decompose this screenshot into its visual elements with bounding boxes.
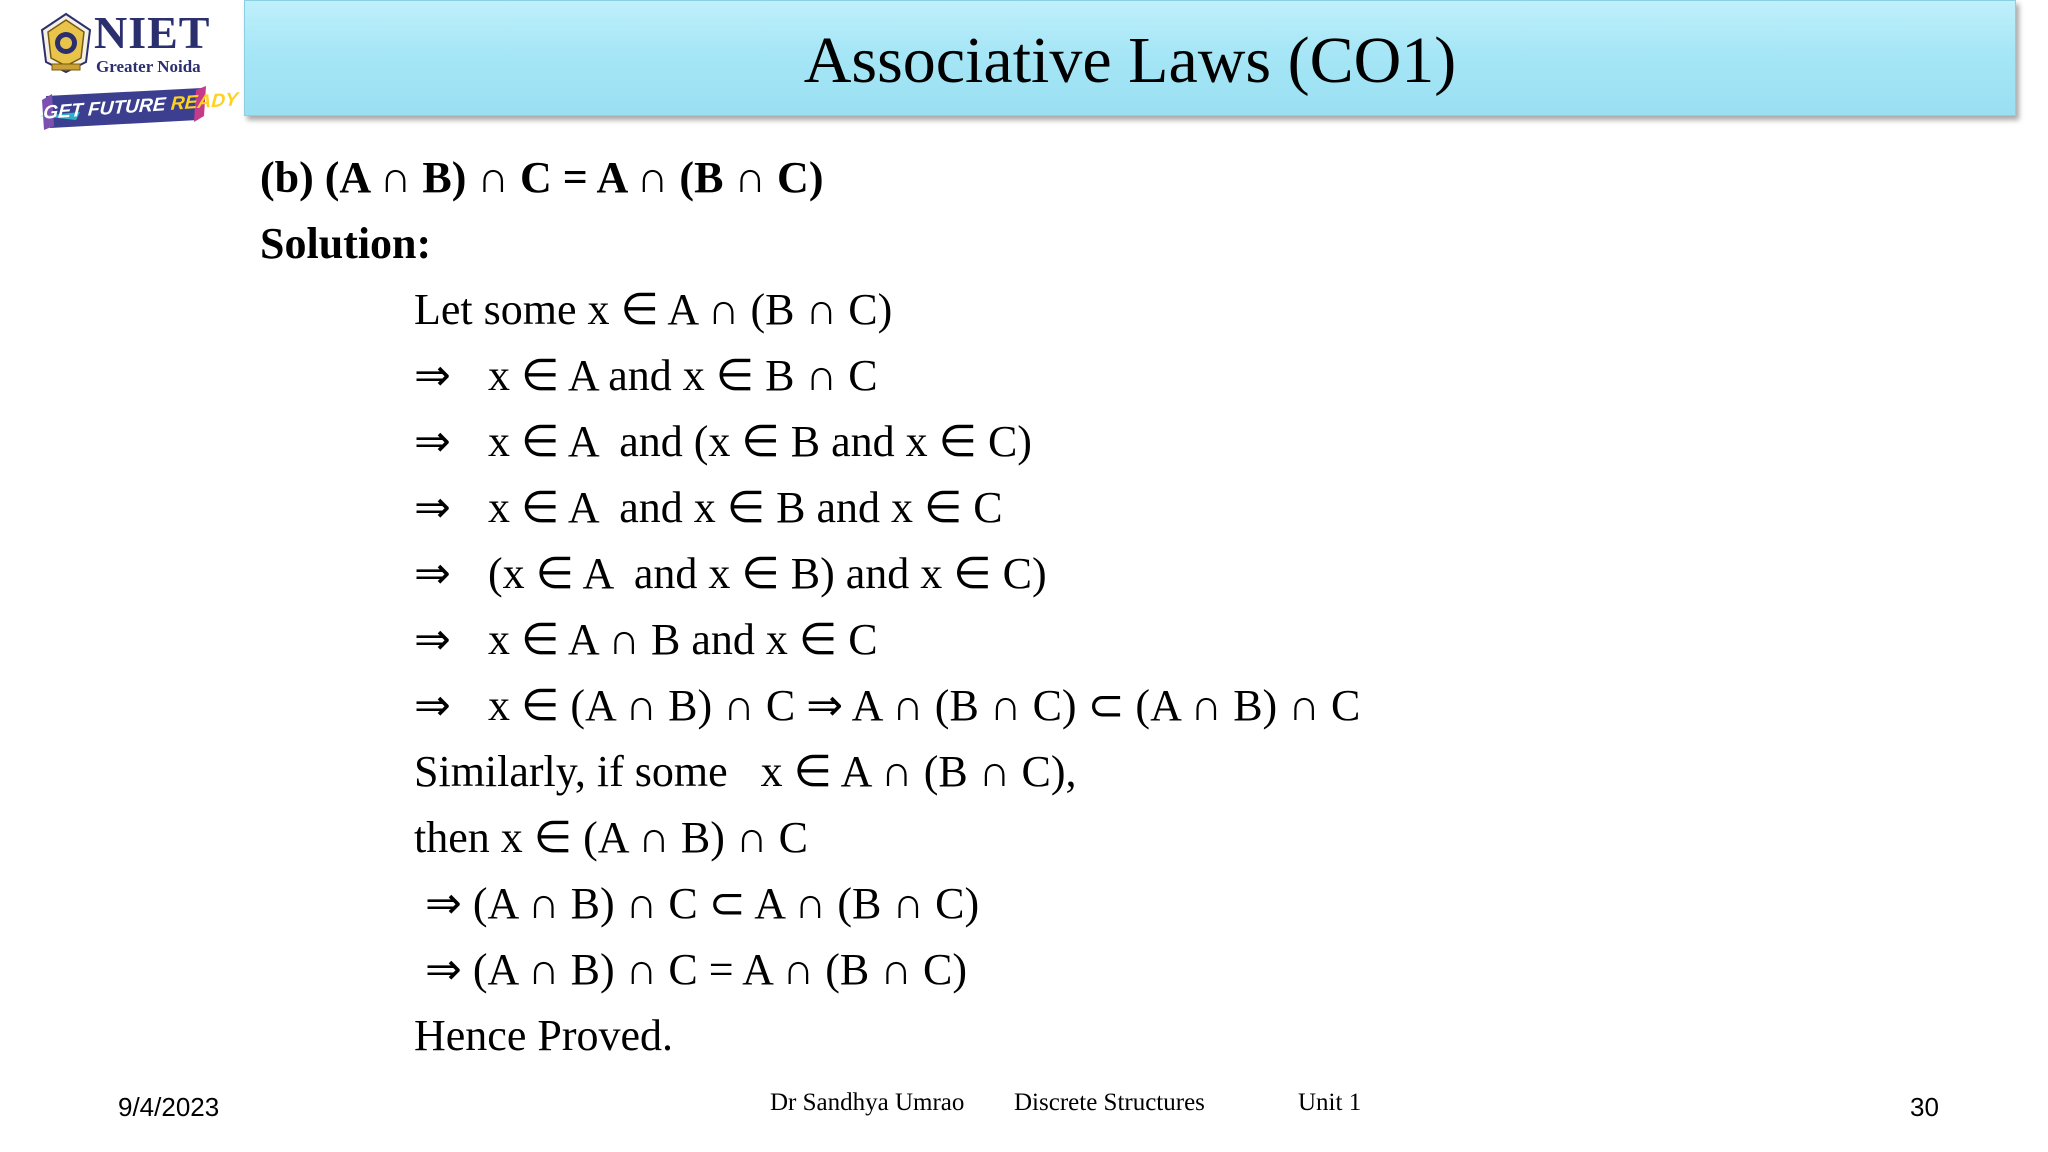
solution-label: Solution:: [260, 219, 432, 268]
proof-step: x ∈ (A ∩ B) ∩ C ⇒ A ∩ (B ∩ C) ⊂ (A ∩ B) ∩ C: [488, 681, 1361, 730]
proof-arrow: ⇒: [414, 483, 451, 532]
proof-arrow: ⇒: [414, 549, 451, 598]
page-number: 30: [1910, 1092, 1939, 1122]
tagline-part-2: READY: [170, 89, 239, 115]
proof-arrow: ⇒: [414, 681, 451, 730]
proof-conclusion-subset: ⇒ (A ∩ B) ∩ C ⊂ A ∩ (B ∩ C): [414, 879, 980, 928]
proof-arrow: ⇒: [414, 615, 451, 664]
footer-unit: Unit 1: [1298, 1089, 1362, 1116]
law-statement: (b) (A ∩ B) ∩ C = A ∩ (B ∩ C): [260, 153, 824, 202]
proof-similarly: Similarly, if some x ∈ A ∩ (B ∩ C),: [414, 747, 1077, 796]
proof-step: x ∈ A ∩ B and x ∈ C: [488, 615, 878, 664]
proof-conclusion-equal: ⇒ (A ∩ B) ∩ C = A ∩ (B ∩ C): [414, 945, 968, 994]
footer-date: 9/4/2023: [118, 1092, 220, 1122]
proof-step: x ∈ A and (x ∈ B and x ∈ C): [488, 417, 1032, 466]
slide-title: Associative Laws (CO1): [803, 24, 1457, 97]
logo-city: Greater Noida: [96, 57, 201, 76]
proof-then: then x ∈ (A ∩ B) ∩ C: [414, 813, 808, 862]
title-bar: [244, 0, 2016, 116]
proof-arrow: ⇒: [414, 417, 451, 466]
proof-intro: Let some x ∈ A ∩ (B ∩ C): [414, 285, 893, 334]
footer-course: Discrete Structures: [1014, 1089, 1205, 1116]
proof-step: x ∈ A and x ∈ B and x ∈ C: [488, 483, 1003, 532]
niet-logo: [36, 7, 239, 130]
logo-name: NIET: [94, 7, 211, 58]
crest-icon: [38, 12, 94, 74]
tagline-part-1: GET FUTURE: [42, 94, 167, 124]
footer-author: Dr Sandhya Umrao: [770, 1089, 965, 1116]
proof-arrow: ⇒: [414, 351, 451, 400]
proof-end: Hence Proved.: [414, 1011, 674, 1060]
proof-step: (x ∈ A and x ∈ B) and x ∈ C): [488, 549, 1047, 598]
proof-step: x ∈ A and x ∈ B ∩ C: [488, 351, 878, 400]
